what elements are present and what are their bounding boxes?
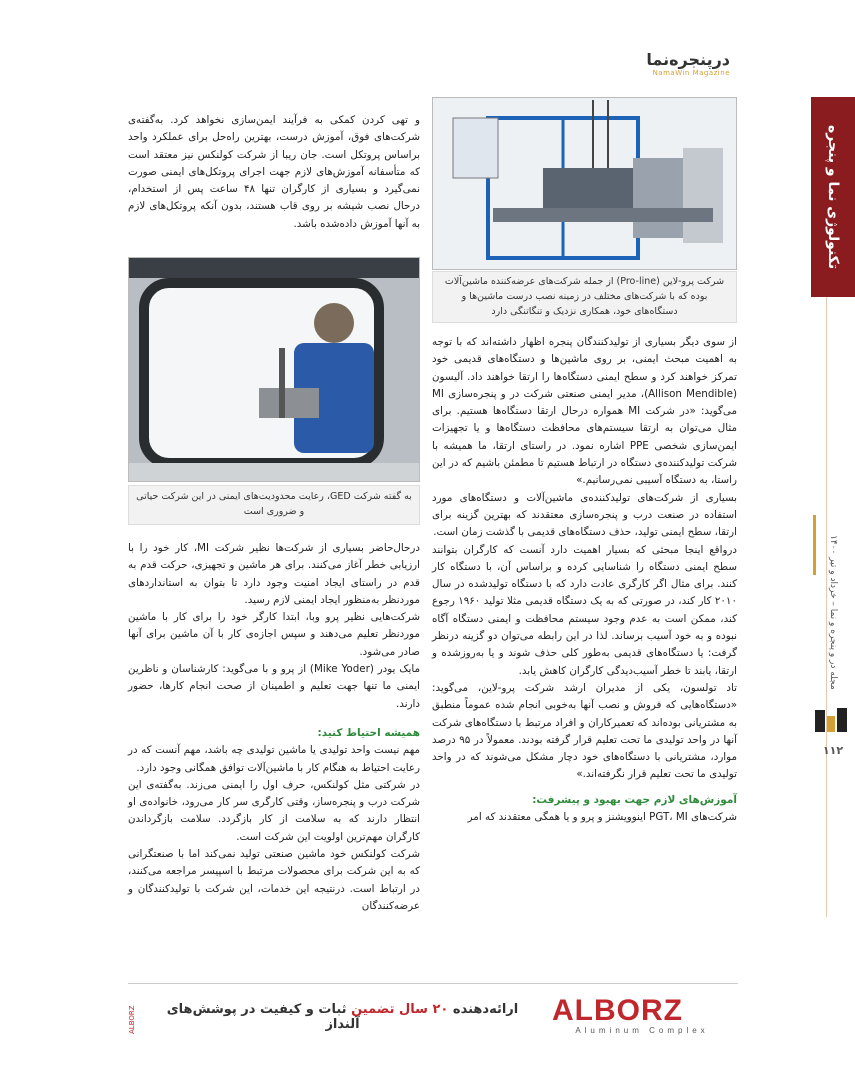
tagline-prefix: ارائه‌دهنده — [452, 1002, 519, 1017]
magazine-emblem-icon — [813, 706, 849, 736]
left-paragraph: مهم نیست واحد تولیدی یا ماشین تولیدی چه باشد، مهم آنست که در رعایت احتیاط به هنگام کار با ماشین‌آلات توافق همگانی وجود دارد. — [128, 744, 420, 774]
left-paragraph: مایک یودر (Mike Yoder) از پرو و با می‌گوید: کارشناسان و ناظرین ایمنی ما تنها جهت تعلیم و اطمینان از صحت انجام کارها، حضور دارند. — [128, 663, 421, 710]
right-paragraph: درواقع اینجا مبحثی که بسیار اهمیت دارد آنست که کارگران بتوانند سطح ایمنی دستگاه را شناسایی کرده و براساس آن، با دستگاه کار کنند. برای مثال اگر کارگری عادت دارد که با دستگاه تولیدشده در سال ۲۰۱۰ کار کند، در صورتی که به یک دستگاه قدیمی مثلا تولید ۱۹۶۰ رجوع کند، ممکن است به عدم وجود سیستم محافظت و ایمنی دستگاه آگاه نبوده و به خود آسیب برساند. لذا در این رابطه می‌توان دو گزینه درنظر گرفت: یا دستگاه‌های قدیمی به‌طور کلی حذف شوند و یا به‌روزشده و ارتقا، یابند تا خطر آسیب‌دیدگی کارگران کاهش یابد. — [432, 543, 737, 677]
tagline-number: ۲۰ — [432, 1002, 449, 1017]
left-column-bottom — [128, 540, 420, 980]
left-column-top — [128, 112, 420, 242]
figure-2-caption: به گفته شرکت GED، رعایت محدودیت‌های ایمنی در این شرکت حیاتی و ضروری است — [128, 485, 420, 525]
left-subheading: همیشه احتیاط کنید: — [317, 726, 420, 739]
magazine-logo — [640, 50, 730, 82]
page-number: ۱۱۲ — [822, 744, 844, 757]
figure-1-caption: شرکت پرو-لاین (Pro-line) از جمله شرکت‌های عرضه‌کننده ماشین‌آلات بوده که با شرکت‌های مختلف در زمینه نصب درست ماشین‌ها و دستگاه‌های خود، همکاری نزدیک و تنگاتنگی دارد — [432, 271, 737, 323]
machine-illustration — [433, 98, 737, 270]
tagline-highlight: سال تضمین — [351, 1002, 428, 1017]
section-title: تکنولوژی نما و پنجره — [825, 124, 841, 270]
footer-tagline — [150, 1002, 535, 1032]
alborz-wordmark: ALBORZ — [552, 994, 683, 1027]
left-paragraph: شرکت‌هایی نظیر پرو وبا، ابتدا کارگر خود را برای کار با ماشین موردنظر تعلیم می‌دهند و سپس اجازه‌ی کار با آن ماشین برای آنها صادر می‌شود. — [128, 611, 420, 658]
worker-illustration — [129, 258, 420, 482]
right-paragraph: از سوی دیگر بسیاری از تولیدکنندگان پنجره اظهار داشته‌اند که با توجه به اهمیت مبحث ایمنی، بر روی ماشین‌ها و دستگاه‌های قدیمی خود تمرکز خواهند کرد و سطح ایمنی دستگاه‌ها را ارتقا خواهند داد. آلیسون (Allison Mendible)، مدیر ایمنی صنعتی شرکت در و پنجره‌سازی MI می‌گوید: «در شرکت MI همواره درحال ارتقا دستگاه‌ها هستیم. برای مثال می‌توان به ارتقا سیستم‌های محافظت دستگاه‌ها و یا تجهیزات ایمن‌سازی شخصی PPE اشاره نمود. در راستای ارتقا، ما همیشه با شرکت تولیدکننده‌ی دستگاه در ارتباط هستیم تا مطمئن باشیم که در این راستا، به دستگاه آسیبی نمی‌رسانیم.» — [432, 336, 738, 487]
left-paragraph: و تهی کردن کمکی به فرآیند ایمن‌سازی نخواهد کرد. به‌گفته‌ی شرکت‌های فوق، آموزش درست، بهترین راه‌حل برای عملکرد واحد براساس پروتکل است. جان ریبا از شرکت کولنکس نیز معتقد است که متأسفانه آموزش‌های لازم جهت اجرای پروتکل‌های ایمنی صورت نمی‌گیرد و بسیاری از کارگران تنها ۴۸ ساعت پس از استخدام، درحال نصب شیشه بر روی قاب هستند، بدون آنکه پروتکل‌های لازم به آنها آموزش داده‌شده باشد. — [128, 114, 420, 230]
left-paragraph: درحال‌حاضر بسیاری از شرکت‌ها نظیر شرکت MI، کار خود را با ارزیابی خطر آغاز می‌کنند. برای هر ماشین و تجهیزی، حرکت قدم به قدم در راستای ایجاد امنیت وجود دارد تا بتوان به استانداردهای موردنظر به‌منظور ایجاد ایمنی لازم رسید. — [128, 542, 420, 606]
right-column — [432, 334, 737, 934]
alborz-subtitle: Aluminum Complex — [575, 1026, 709, 1035]
magazine-logo-subtitle: NamaWin Magazine — [652, 69, 730, 77]
right-paragraph: شرکت‌های PGT، MI اینوویشنز و پرو و یا همگی معتقدند که امر — [467, 811, 737, 824]
tagline-suffix: ثبات و کیفیت در پوشش‌های آلنداز — [166, 1002, 360, 1032]
footer-divider — [128, 983, 738, 984]
worker-photo — [128, 257, 420, 482]
magazine-issue-meta: مجله در و پنجره و نما – خرداد و تیر ۱۴۰۰ — [828, 535, 838, 690]
alborz-logo — [552, 996, 732, 1040]
left-paragraph: در شرکتی مثل کولنکس، حرف اول را ایمنی می‌زند. به‌گفته‌ی این شرکت درب و پنجره‌ساز، وقتی کارگری سر کار می‌رود، خانواده‌ی او انتظار دارند که به سلامت از کار بازگردد. سلامت بازگرداندن کارگران مهم‌ترین اولویت این شرکت است. — [128, 778, 420, 843]
magazine-logo-text: درپنجره‌نما — [646, 50, 730, 69]
right-subheading: آموزش‌های لازم جهت بهبود و پیشرفت: — [532, 793, 737, 806]
left-paragraph: شرکت کولنکس خود ماشین صنعتی تولید نمی‌کند اما با صنعتگرانی که به این شرکت برای محصولات مرتبط با اسپیسر مراجعه می‌کنند، در ارتباط است. درنتیجه این خدمات، این شرکت با تولیدکنندگان و عرضه‌کنندگان — [128, 848, 420, 912]
right-paragraph: تاد تولسون، یکی از مدیران ارشد شرکت پرو-لاین، می‌گوید: «دستگاه‌هایی که فروش و نصب آنها به‌خوبی انجام شده عموماً منطبق به مشتریانی بوده‌اند که تعمیرکاران و افراد مرتبط با دستگاه‌های شرکت آنها در واحد تولیدی ما تحت تعلیم قرار گرفته بودند. معمولاً در ۹۵ درصد موارد، مشتریانی با دستگاه‌های خود دچار مشکل می‌شوند که در واحد تولیدی ما تحت تعلیم قرار نگرفته‌اند.» — [432, 681, 737, 781]
right-paragraph: بسیاری از شرکت‌های تولیدکننده‌ی ماشین‌آلات و دستگاه‌های مورد استفاده در صنعت درب و پنجره‌سازی معتقدند که بهترین گزینه برای ارتقا، سطح ایمنی تولید، حذف دستگاه‌های قدیمی با گذشت زمان است. — [432, 491, 737, 539]
footer-vertical-brand: ALBORZ — [128, 1005, 136, 1035]
machine-photo — [432, 97, 737, 270]
